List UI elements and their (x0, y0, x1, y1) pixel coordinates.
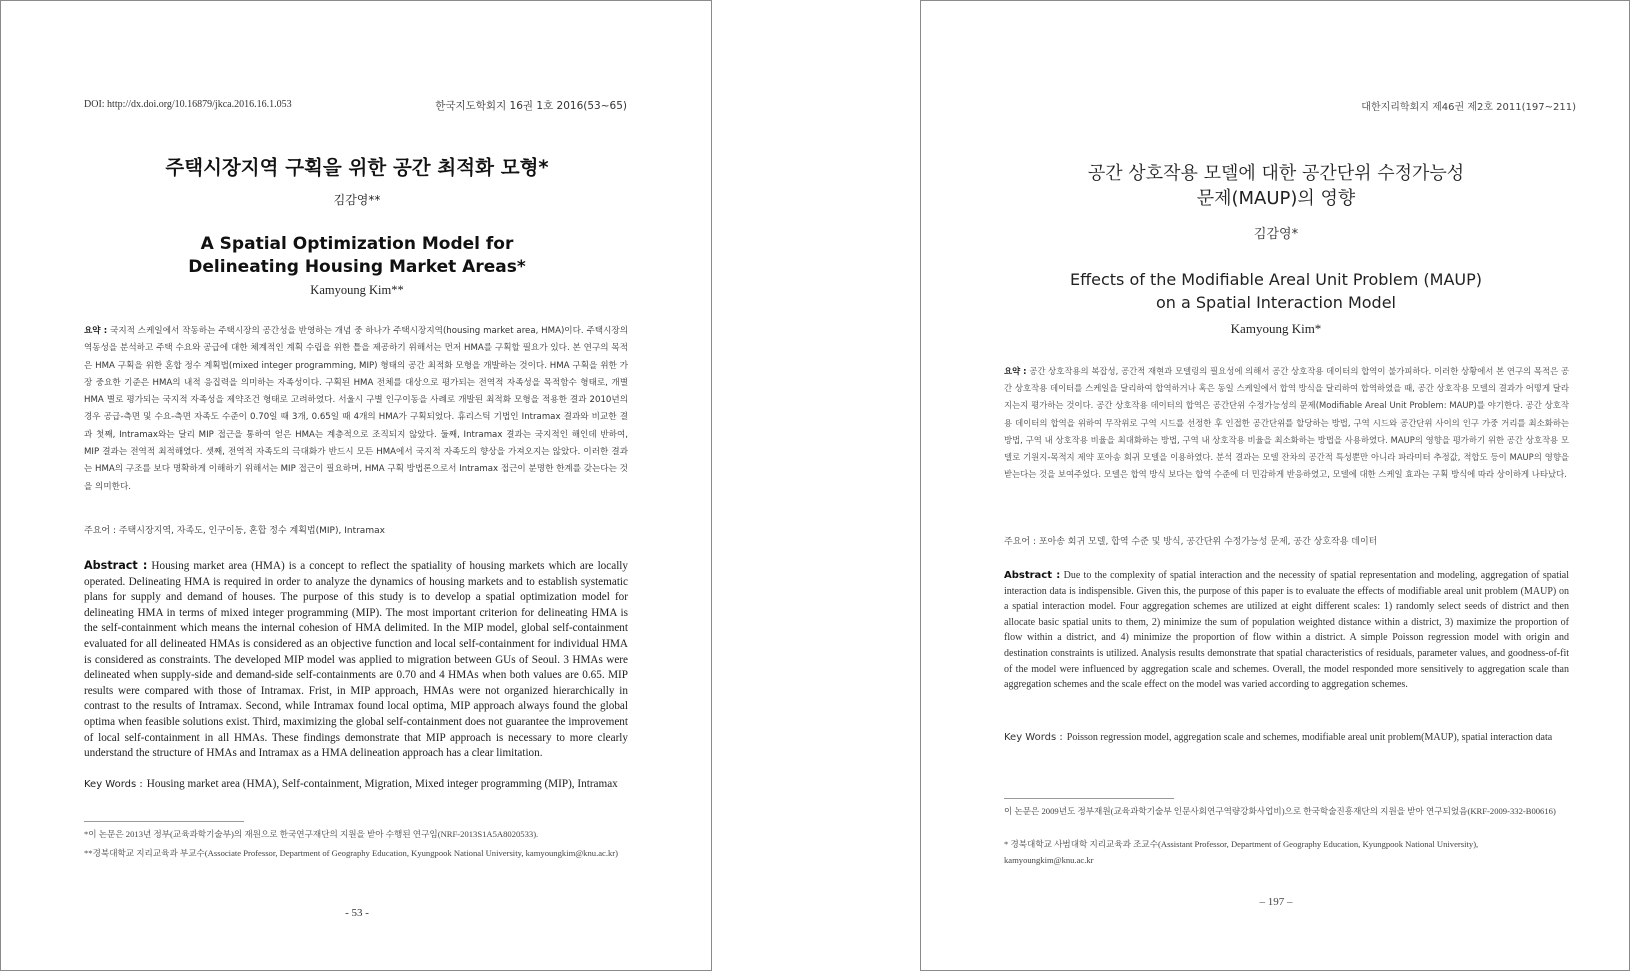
english-keywords (84, 777, 628, 793)
korean-keywords (84, 523, 628, 536)
korean-abstract-label: 요약 : (1004, 366, 1027, 376)
footnote-1: *이 논문은 2013년 정부(교육과학기술부)의 재원으로 한국연구재단의 지원을 받아 수행된 연구임(NRF-2013S1A5A8020533). (84, 829, 539, 839)
footnote-divider (84, 821, 244, 822)
english-title (1, 233, 713, 279)
english-abstract-text: Due to the complexity of spatial interaction and the necessity of spatial representation and modeling, aggregation of spatial interaction data is indispensible. Given this, the purpose of this paper is to evaluate the effects of modifiable areal unit problem (MAUP) on a spatial interaction model. Four aggregation schemes are utilized at eight different scales: 1) randomly select seeds of district and then allocate basic spatial units to them, 2) minimize the sum of population weighted distance within a district, 3) maximize the proportion of flow within a district, and 4) minimize the proportion of flow within a district. A simple Poisson regression model with origin and destination constraints is utilized. Analysis results demonstrate that spatial characteristics of residuals, parameter values, and goodness-of-fit of the model were influenced by aggregation scale and schemes. Overall, the model responded more sensitively to aggregation scale than aggregation schemes and the scale effect on the model was varied according to aggregation schemes. (1004, 570, 1570, 691)
english-author: Kamyoung Kim* (1230, 321, 1322, 336)
korean-keywords-text: 포아송 회귀 모델, 합역 수준 및 방식, 공간단위 수정가능성 문제, 공간 상호작용 데이터 (1038, 537, 1378, 547)
korean-author: 김감영** (333, 193, 381, 207)
korean-title-line-2: 문제(MAUP)의 영향 (1196, 188, 1356, 209)
english-title-line-1: Effects of the Modifiable Areal Unit Problem (MAUP) (1069, 270, 1483, 289)
korean-abstract-label: 요약 : (84, 326, 108, 336)
korean-title: 주택시장지역 구획을 위한 공간 최적화 모형* (165, 156, 549, 179)
footnote-1: 이 논문은 2009년도 정부재원(교육과학기술부 인문사회연구역량강화사업비)으로 한국학술진흥재단의 지원을 받아 연구되었음(KRF-2009-332-B00616) (1004, 806, 1556, 816)
korean-abstract (1004, 363, 1569, 483)
korean-title-line-1: 공간 상호작용 모델에 대한 공간단위 수정가능성 (1087, 163, 1465, 184)
korean-abstract-text: 국지적 스케일에서 작동하는 주택시장의 공간성을 반영하는 개념 중 하나가 주택시장지역(housing market area, HMA)이다. 주택시장의 역동성을 분석하고 주택 수요와 공급에 대한 체계적인 계획 수립을 위한 틀을 제공하기 위해서는 먼저 HMA를 구획할 필요가 있다. 본 연구의 목적은 HMA 구획을 위한 혼합 정수 계획법(mixed integer programming, MIP) 형태의 공간 최적화 모형을 개발하는 것이다. HMA 구획을 위한 가장 중요한 기준은 HMA의 내적 응집력을 의미하는 자족성이다. 구획된 HMA 전체를 대상으로 평가되는 전역적 자족성을 목적함수 형태로, 개별 HMA 별로 평가되는 국지적 자족성을 제약조건 형태로 고려하였다. 서울시 구별 인구이동을 사례로 개발된 최적화 모형을 적용한 결과 2010년의 경우 공급-측면 및 수요-측면 자족도 수준이 0.70일 때 3개, 0.65일 때 4개의 HMA가 구획되었다. 휴리스틱 기법인 Intramax 결과와 비교한 결과 첫째, Intramax와는 달리 MIP 접근을 통하여 얻은 HMA는 계층적으로 조직되지 않았다. 둘째, Intramax 결과는 국지적인 해인데 반하여, MIP 결과는 전역적 최적해였다. 셋째, 전역적 자족도의 극대화가 반드시 모든 HMA에서 국지적 자족도의 향상을 가져오지는 않았다. 이러한 결과는 HMA의 구조를 보다 명확하게 이해하기 위해서는 MIP 접근이 필요하며, HMA 구획 방법론으로서 Intramax 접근이 분명한 한계를 갖는다는 것을 의미한다. (84, 326, 628, 492)
english-title-line-1: A Spatial Optimization Model for (200, 234, 514, 254)
doi-line: DOI: http://dx.doi.org/10.16879/jkca.2016.16.1.053 (84, 99, 292, 110)
korean-keywords-label: 주요어 : (84, 526, 116, 536)
english-title-line-2: on a Spatial Interaction Model (1155, 293, 1396, 312)
paper-page-right (920, 0, 1630, 971)
korean-keywords (1004, 534, 1569, 547)
page-number: – 197 – (1259, 896, 1293, 908)
page-number: - 53 - (345, 907, 369, 919)
paper-page-left (0, 0, 712, 971)
english-keywords-label: Key Words : (84, 779, 143, 790)
english-title-line-2: Delineating Housing Market Areas* (188, 257, 526, 277)
english-keywords-text: Poisson regression model, aggregation scale and schemes, modifiable areal unit problem(MAUP), spatial interaction data (1066, 732, 1553, 743)
english-keywords-text: Housing market area (HMA), Self-containment, Migration, Mixed integer programming (MIP), Intramax (146, 778, 618, 790)
korean-abstract-text: 공간 상호작용의 복잡성, 공간적 재현과 모델링의 필요성에 의해서 공간 상호작용 데이터의 합역이 불가피하다. 이러한 상황에서 본 연구의 목적은 공간 상호작용 데이터를 스케일을 달리하여 합역하거나 혹은 동일 스케일에서 합역 방식을 달리하여 합역하였을 때, 공간 상호작용 모델의 결과가 어떻게 달라지는지 평가하는 것이다. 공간 상호작용 데이터의 합역은 공간단위 수정가능성의 문제(Modifiable Areal Unit Problem: MAUP)를 야기한다. 공간 상호작용 데이터의 합역을 위하여 무작위로 구역 시드를 선정한 후 인접한 공간단위를 할당하는 방법, 구역 시드와 공간단위 사이의 인구 가중 거리를 최소화하는 방법, 구역 내 상호작용 비율을 최대화하는 방법, 구역 내 상호작용 비율을 최소화하는 방법을 사용하였다. MAUP의 영향을 평가하기 위한 공간 상호작용 모델로 기원지-목적지 제약 포아송 회귀 모델을 이용하였다. 분석 결과는 모델 잔차의 공간적 특성뿐만 아니라 파라미터 추정값, 적합도 등이 MAUP의 영향을 받는다는 것을 보여주었다. 모델은 합역 방식 보다는 합역 수준에 더 민감하게 반응하였고, 모델에 대한 스케일 효과는 구획 방식에 따라 상이하게 나타났다. (1004, 366, 1570, 480)
english-author: Kamyoung Kim** (310, 283, 404, 297)
english-abstract-label: Abstract : (1004, 570, 1061, 581)
journal-citation: 대한지리학회지 제46권 제2호 2011(197~211) (1361, 102, 1576, 113)
korean-keywords-label: 주요어 : (1004, 537, 1036, 547)
english-abstract-label: Abstract : (84, 559, 148, 572)
english-keywords (1004, 730, 1569, 746)
footnote-divider (1004, 798, 1174, 799)
korean-title (921, 161, 1630, 211)
korean-keywords-text: 주택시장지역, 자족도, 인구이동, 혼합 정수 계획법(MIP), Intramax (118, 526, 385, 536)
english-abstract-text: Housing market area (HMA) is a concept to reflect the spatiality of housing markets which are locally operated. Delineating HMA is required in order to analyze the dynamics of housing markets and to establish systematic plans for supply and demand of houses. The purpose of this study is to develop a spatial optimization model for delineating HMA in terms of mixed integer programming (MIP). The most important criterion for delineating HMA is the self-containment which means the internal cohesion of HMA delimited. In the MIP model, global self-containment evaluated for all delineated HMAs is considered as an objective function and local self-containment for individual HMA is considered as constraints. The developed MIP model was applied to migration between GUs of Seoul. 3 HMAs were delineated when supply-side and demand-side self-containments are 0.70 and 4 HMAs when both values are 0.65. MIP results were compared with those of Intramax. Frist, in MIP approach, HMAs were not organized hierarchically in contrast to the results of Intramax. Second, while Intramax found local optima, MIP approach always found the global optima when feasible solutions exist. Third, maximizing the global self-containment does not guarantee the improvement of local self-containment in all HMAs. These findings demonstrate that MIP approach is necessary to more clearly understand the structure of HMAs and Intramax as a HMA delineation approach has a clear limitation. (84, 560, 629, 760)
english-abstract (84, 558, 628, 762)
footnote-2: * 경북대학교 사범대학 지리교육과 조교수(Assistant Professor, Department of Geography Education, Kyungpook National University), kamyoungkim@knu.ac.kr (1004, 839, 1479, 865)
korean-author: 김감영* (1253, 227, 1299, 242)
english-keywords-label: Key Words : (1004, 732, 1063, 743)
english-title (921, 268, 1630, 314)
korean-abstract (84, 323, 628, 496)
journal-citation: 한국지도학회지 16권 1호 2016(53~65) (435, 100, 627, 112)
english-abstract (1004, 568, 1569, 693)
footnote-2: **경북대학교 지리교육과 부교수(Associate Professor, Department of Geography Education, Kyungpook National University, kamyoungkim@knu.ac.kr) (84, 848, 619, 858)
